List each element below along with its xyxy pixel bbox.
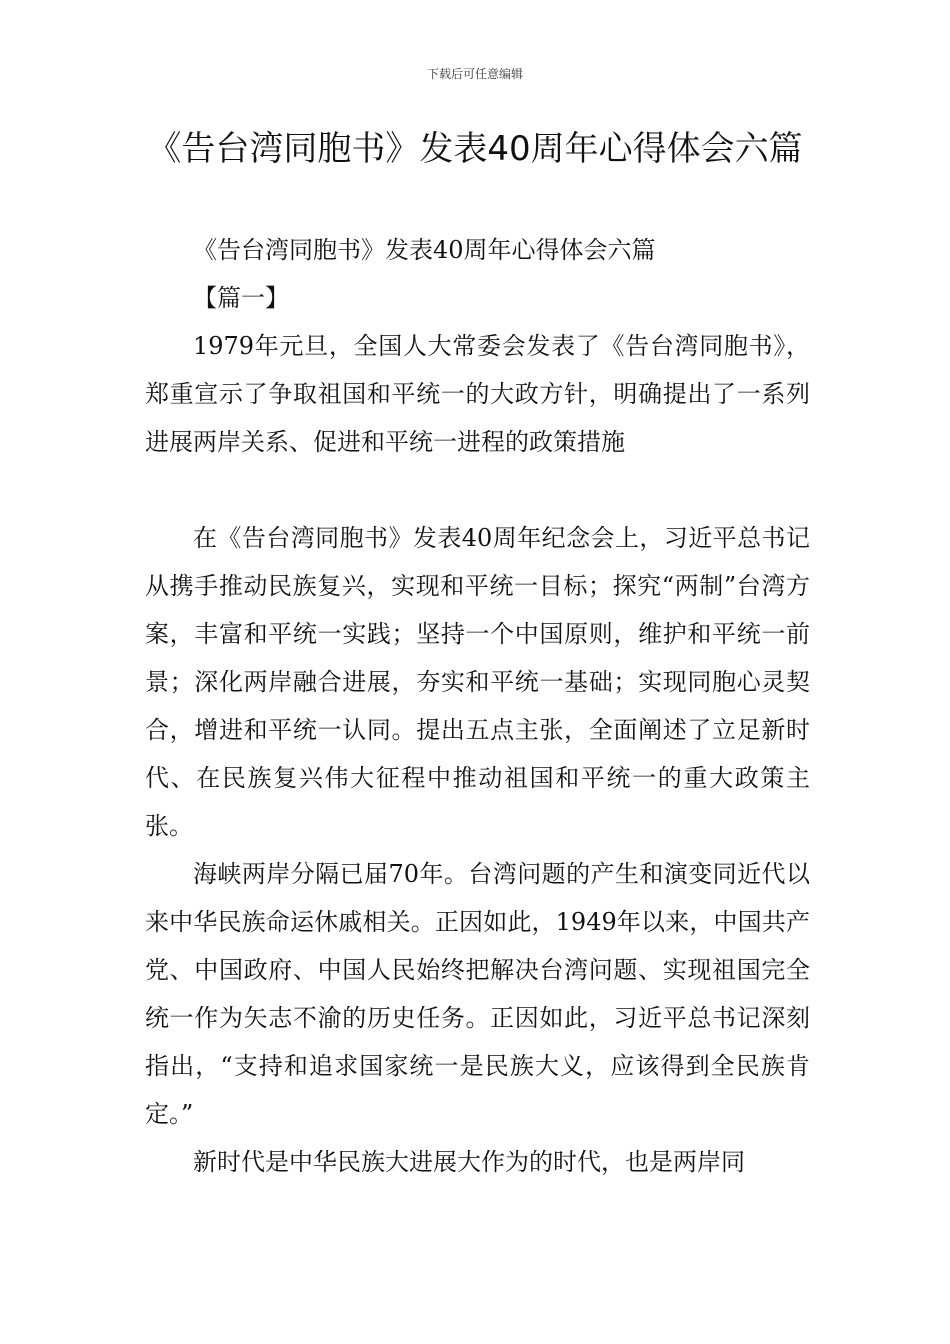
header-note: 下载后可任意编辑 — [426, 67, 523, 81]
section-label: 【篇一】 — [193, 284, 289, 312]
paragraph-3: 海峡两岸分隔已届70年。台湾问题的产生和演变同近代以来中华民族命运休戚相关。正因如此，1949年以来，中国共产党、中国政府、中国人民始终把解决台湾问题、实现祖国完全统一作为矢志不渝的历史任务。正因如此，习近平总书记深刻指出，“支持和追求国家统一是民族大义，应该得到全民族肯定。” — [145, 860, 810, 1128]
paragraph-4: 新时代是中华民族大进展大作为的时代，也是两岸同 — [193, 1148, 745, 1176]
subtitle-line: 《告台湾同胞书》发表40周年心得体会六篇 — [193, 236, 656, 264]
paragraph-2: 在《告台湾同胞书》发表40周年纪念会上，习近平总书记从携手推动民族复兴，实现和平统一目标；探究“两制”台湾方案，丰富和平统一实践；坚持一个中国原则，维护和平统一前景；深化两岸融合进展，夯实和平统一基础；实现同胞心灵契合，增进和平统一认同。提出五点主张，全面阐述了立足新时代、在民族复兴伟大征程中推动祖国和平统一的重大政策主张。 — [145, 524, 810, 840]
document-body — [145, 226, 810, 1186]
document-title: 《告台湾同胞书》发表40周年心得体会六篇 — [147, 129, 803, 169]
paragraph-1: 1979年元旦，全国人大常委会发表了《告台湾同胞书》，郑重宣示了争取祖国和平统一的大政方针，明确提出了一系列进展两岸关系、促进和平统一进程的政策措施 — [145, 332, 810, 456]
